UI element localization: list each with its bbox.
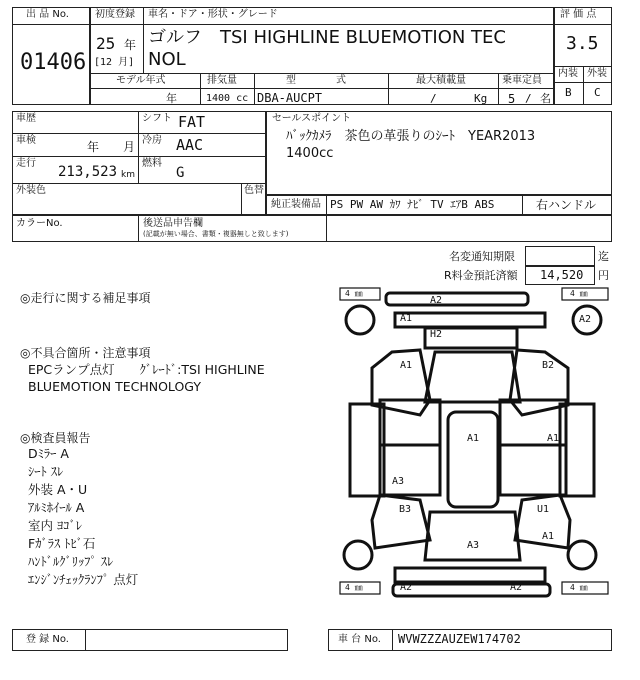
damage-code: A2: [400, 582, 413, 593]
report-line: ｼｰﾄ ｽﾚ: [28, 464, 64, 479]
fuel-label: 燃料: [142, 158, 162, 169]
exterior-label: 外装: [587, 68, 607, 79]
car-name-continued: NOL: [148, 49, 186, 70]
model-code-label: 型 式: [286, 75, 346, 86]
report-line: ﾊﾝﾄﾞﾙｸﾞﾘｯﾌﾟ ｽﾚ: [28, 554, 114, 569]
exterior-color-label: 外装色: [16, 185, 46, 196]
tire-depth-rear-left: 4 ㎜: [345, 583, 363, 592]
damage-code: A1: [547, 433, 560, 444]
capacity-label: 乗車定員: [502, 75, 542, 86]
report-line: ｴﾝｼﾞﾝﾁｪｯｸﾗﾝﾌﾟ 点灯: [28, 572, 139, 587]
damage-code: A2: [510, 582, 523, 593]
sales-point-line-1: ﾊﾞｯｸｶﾒﾗ 茶色の革張りのｼｰﾄ YEAR2013: [286, 129, 536, 144]
color-change-label: 色替: [244, 185, 264, 196]
interior-grade: B: [565, 86, 572, 99]
max-load: /: [430, 92, 437, 105]
mileage: 213,523: [58, 164, 118, 180]
chassis-number: WVWZZZAUZEW174702: [398, 632, 521, 646]
sales-points-label: セールスポイント: [272, 113, 352, 124]
damage-code: A1: [400, 360, 413, 371]
damage-code: A3: [467, 540, 480, 551]
lot-number-label: 出 品 No.: [26, 9, 69, 20]
inspection-month-unit: 月: [123, 140, 136, 154]
damage-code: A2: [579, 314, 592, 325]
model-year-label: モデル年式: [116, 75, 166, 86]
first-registration-label: 初度登録: [95, 9, 135, 20]
score-label: 評 価 点: [560, 9, 597, 20]
damage-code: A3: [392, 476, 405, 487]
displacement: 1400 cc: [206, 93, 249, 104]
mileage-unit: km: [121, 170, 135, 180]
car-name: ゴルフ TSI HIGHLINE BLUEMOTION TEC: [148, 27, 506, 48]
later-report-label: 後送品申告欄: [143, 218, 203, 229]
inspection-year-unit: 年: [87, 140, 100, 154]
shift-value: FAT: [178, 113, 206, 131]
recycle-fee-amount: 14,520: [540, 268, 584, 282]
name-change-deadline-field: [525, 246, 595, 266]
max-load-unit: Kg: [474, 92, 488, 105]
registration-year: 25: [96, 34, 116, 53]
report-line: ｱﾙﾐﾎｲｰﾙ A: [28, 500, 85, 515]
genuine-equipment-label: 純正装備品: [271, 199, 321, 210]
inspector-report-heading: ◎検査員報告: [20, 431, 91, 445]
car-damage-diagram: [338, 287, 610, 603]
damage-code: A1: [542, 531, 555, 542]
color-number-label: カラーNo.: [16, 218, 63, 229]
max-load-label: 最大積載量: [416, 75, 466, 86]
model-year-unit: 年: [166, 92, 177, 105]
fuel-value: G: [176, 165, 185, 181]
displacement-label: 排気量: [207, 75, 237, 86]
damage-code: A1: [467, 433, 480, 444]
sales-point-line-2: 1400cc: [286, 146, 334, 161]
inspection-label: 車検: [16, 135, 36, 146]
tire-depth-front-left: 4 ㎜: [345, 289, 363, 298]
report-line: 外装 A・U: [28, 482, 88, 497]
report-line: Fｶﾞﾗｽ ﾄﾋﾞ石: [28, 536, 96, 551]
damage-code: A2: [430, 295, 443, 306]
steering-position: 右ハンドル: [536, 198, 597, 212]
name-change-deadline-unit: 迄: [598, 250, 609, 263]
damage-code: B2: [542, 360, 555, 371]
registration-month: [12 月]: [94, 57, 135, 68]
registration-number-label: 登 録 No.: [26, 634, 69, 645]
recycle-fee-label: R料金預託済額: [444, 269, 518, 282]
passenger-capacity: 5: [508, 92, 516, 106]
damage-code: U1: [537, 504, 550, 515]
report-line: 室内 ﾖｺﾞﾚ: [28, 518, 82, 533]
history-label: 車歴: [16, 113, 36, 124]
tire-depth-front-right: 4 ㎜: [570, 289, 588, 298]
mileage-label: 走行: [16, 158, 36, 169]
recycle-fee-unit: 円: [598, 269, 609, 282]
capacity-slash: /: [525, 92, 532, 105]
overall-score: 3.5: [566, 33, 599, 54]
car-name-label: 車名・ドア・形状・グレード: [148, 9, 278, 20]
lot-number: 01406: [20, 50, 87, 75]
ac-value: AAC: [176, 136, 204, 154]
interior-label: 内装: [558, 68, 578, 79]
chassis-number-label: 車 台 No.: [338, 634, 381, 645]
damage-code: A1: [400, 313, 413, 324]
name-change-deadline-label: 名変通知期限: [449, 250, 515, 263]
defect-line-1: EPCランプ点灯 ｸﾞﾚｰﾄﾞ:TSI HIGHLINE: [28, 362, 265, 377]
driving-notes-heading: ◎走行に関する補足事項: [20, 291, 151, 305]
tire-depth-rear-right: 4 ㎜: [570, 583, 588, 592]
spec-left-box: [12, 111, 266, 215]
model-code: DBA-AUCPT: [257, 91, 323, 105]
later-report-note: (記載が無い場合、書類・複器無しと致します): [143, 230, 289, 238]
damage-code: H2: [430, 329, 443, 340]
damage-code: B3: [399, 504, 412, 515]
defects-heading: ◎不具合箇所・注意事項: [20, 346, 151, 360]
shift-label: シフト: [142, 113, 172, 124]
equipment-list: PS PW AW ｶﾜ ﾅﾋﾞ TV ｴｱB ABS: [330, 198, 495, 211]
color-no-box: [12, 215, 612, 242]
car-outline-svg: [338, 287, 610, 603]
ac-label: 冷房: [142, 135, 162, 146]
capacity-unit: 名: [540, 92, 551, 105]
registration-year-unit: 年: [124, 38, 137, 52]
exterior-grade: C: [594, 86, 601, 99]
report-line: Dﾐﾗｰ A: [28, 446, 69, 461]
defect-line-2: BLUEMOTION TECHNOLOGY: [28, 379, 201, 394]
